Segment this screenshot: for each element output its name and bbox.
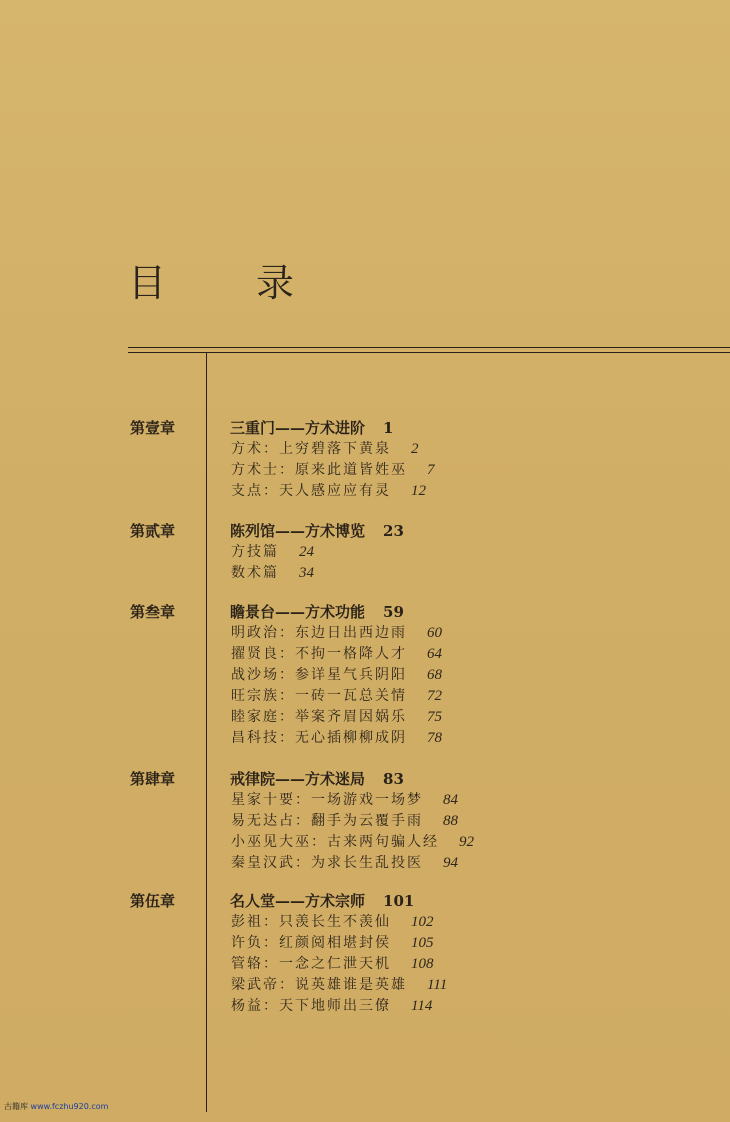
watermark-site: 古籍库: [4, 1102, 28, 1111]
toc-entry[interactable]: 星家十要：一场游戏一场梦 84: [231, 792, 458, 808]
chapter-title-link[interactable]: [230, 890, 414, 911]
toc-entry[interactable]: 小巫见大巫：古来两句骗人经 92: [231, 834, 474, 850]
chapter-label: 第叁章: [130, 603, 176, 621]
page-title: 目 录: [128, 261, 321, 305]
chapter-label: 第伍章: [130, 892, 176, 910]
entry-list: [231, 439, 435, 502]
chapter-title: 瞻景台——方术功能: [230, 603, 366, 621]
chapter-title-link[interactable]: [230, 601, 404, 622]
toc-entry[interactable]: 方术：上穷碧落下黄泉 2: [231, 441, 419, 457]
toc-entry[interactable]: 昌科技：无心插柳柳成阴 78: [231, 730, 442, 746]
toc-entry[interactable]: 战沙场：参详星气兵阴阳 68: [231, 667, 442, 683]
chapter-title-link[interactable]: [230, 520, 404, 541]
chapter-title: 戒律院——方术迷局: [230, 770, 366, 788]
entry-list: [231, 623, 442, 749]
watermark: [4, 1101, 108, 1112]
toc-entry[interactable]: 梁武帝：说英雄谁是英雄 111: [231, 977, 448, 993]
toc-entry[interactable]: 彭祖：只羡长生不羡仙 102: [231, 914, 434, 930]
vertical-rule: [206, 352, 207, 1112]
chapter-title: 陈列馆——方术博览: [230, 522, 366, 540]
top-rule: [128, 347, 730, 348]
toc-entry[interactable]: 方技篇 24: [231, 544, 314, 560]
watermark-url[interactable]: www.fczhu920.com: [30, 1102, 109, 1111]
chapter-title-link[interactable]: [230, 768, 404, 789]
toc-entry[interactable]: 数术篇 34: [231, 565, 314, 581]
toc-entry[interactable]: 明政治：东边日出西边雨 60: [231, 625, 442, 641]
toc-entry[interactable]: 方术士：原来此道皆姓巫 7: [231, 462, 435, 478]
chapter-label: 第贰章: [130, 522, 176, 540]
entry-list: [231, 912, 447, 1017]
toc-entry[interactable]: 管辂：一念之仁泄天机 108: [231, 956, 434, 972]
chapter-page: 59: [383, 603, 404, 621]
chapter-page: 23: [383, 522, 404, 540]
chapter-label: 第肆章: [130, 770, 176, 788]
entry-list: [231, 790, 474, 874]
toc-entry[interactable]: 秦皇汉武：为求长生乱投医 94: [231, 855, 458, 871]
chapter-title-link[interactable]: [230, 417, 393, 438]
toc-entry[interactable]: 擢贤良：不拘一格降人才 64: [231, 646, 442, 662]
toc-entry[interactable]: 许负：红颜阅相堪封侯 105: [231, 935, 434, 951]
entry-list: [231, 542, 314, 584]
toc-entry[interactable]: 睦家庭：举案齐眉因娲乐 75: [231, 709, 442, 725]
chapter-page: 83: [383, 770, 404, 788]
chapter-title: 名人堂——方术宗师: [230, 892, 366, 910]
chapter-title: 三重门——方术进阶: [230, 419, 366, 437]
chapter-page: 101: [383, 892, 415, 910]
top-rule-secondary: [128, 352, 730, 353]
toc-entry[interactable]: 杨益：天下地师出三僚 114: [231, 998, 433, 1014]
chapter-label: 第壹章: [130, 419, 176, 437]
toc-entry[interactable]: 旺宗族：一砖一瓦总关情 72: [231, 688, 442, 704]
toc-entry[interactable]: 易无达占：翻手为云覆手雨 88: [231, 813, 458, 829]
chapter-page: 1: [383, 419, 394, 437]
toc-entry[interactable]: 支点：天人感应应有灵 12: [231, 483, 426, 499]
